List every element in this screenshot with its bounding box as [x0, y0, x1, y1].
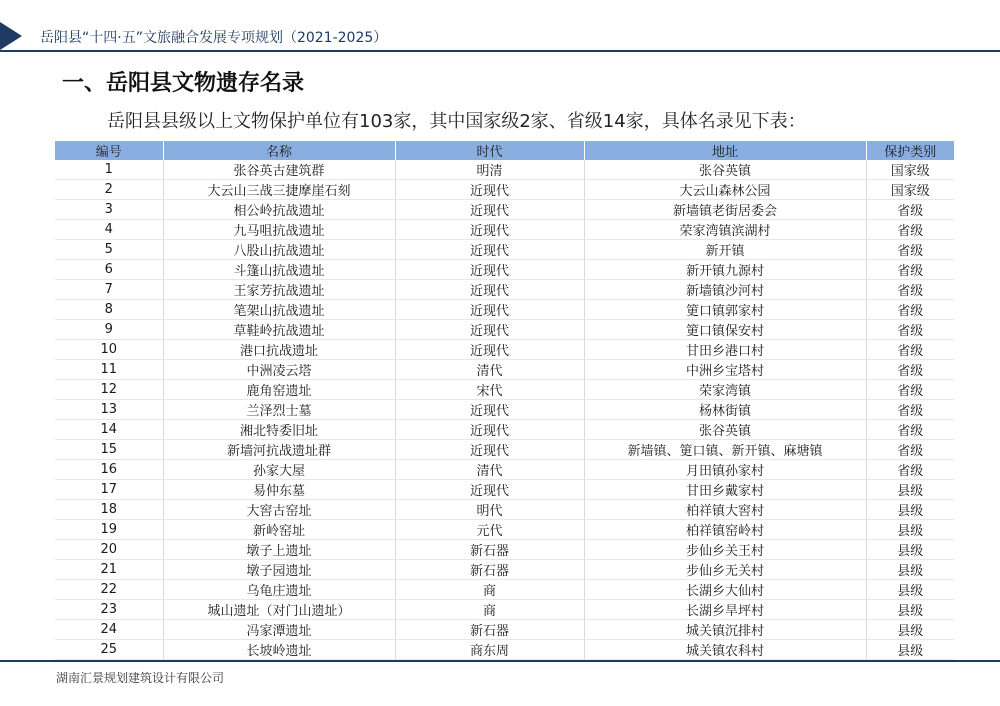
cell-name: 长坡岭遗址: [163, 640, 395, 660]
cell-protection-level: 省级: [866, 360, 954, 380]
header-divider: [0, 50, 1000, 52]
cell-name: 中洲凌云塔: [163, 360, 395, 380]
cell-number: 20: [55, 540, 163, 560]
table-row: [55, 460, 954, 480]
cell-address: 张谷英镇: [584, 160, 866, 180]
table-row: [55, 560, 954, 580]
cell-address: 长湖乡大仙村: [584, 580, 866, 600]
cell-name: 易仲东墓: [163, 480, 395, 500]
table-row: [55, 380, 954, 400]
cell-address: 筻口镇保安村: [584, 320, 866, 340]
cell-address: 城关镇农科村: [584, 640, 866, 660]
footer-divider: [0, 660, 1000, 662]
cell-address: 柏祥镇窑岭村: [584, 520, 866, 540]
cell-name: 乌龟庄遗址: [163, 580, 395, 600]
table-row: [55, 440, 954, 460]
cell-number: 10: [55, 340, 163, 360]
cell-protection-level: 县级: [866, 500, 954, 520]
cell-protection-level: 省级: [866, 460, 954, 480]
cell-protection-level: 省级: [866, 300, 954, 320]
table-row: [55, 360, 954, 380]
cell-name: 斗篷山抗战遗址: [163, 260, 395, 280]
cell-address: 荣家湾镇滨湖村: [584, 220, 866, 240]
cell-era: 近现代: [395, 220, 584, 240]
cell-protection-level: 省级: [866, 200, 954, 220]
column-header-protection-level: 保护类别: [866, 141, 954, 160]
cell-era: 近现代: [395, 260, 584, 280]
cell-name: 相公岭抗战遗址: [163, 200, 395, 220]
cell-era: 新石器: [395, 620, 584, 640]
cell-number: 22: [55, 580, 163, 600]
cell-number: 13: [55, 400, 163, 420]
cell-address: 新开镇九源村: [584, 260, 866, 280]
cell-protection-level: 省级: [866, 400, 954, 420]
cell-number: 14: [55, 420, 163, 440]
table-row: [55, 320, 954, 340]
cell-protection-level: 县级: [866, 480, 954, 500]
cell-era: 近现代: [395, 480, 584, 500]
cell-number: 2: [55, 180, 163, 200]
table-row: [55, 500, 954, 520]
cell-number: 11: [55, 360, 163, 380]
cell-address: 新墙镇老街居委会: [584, 200, 866, 220]
table-row: [55, 340, 954, 360]
table-body: [55, 160, 954, 660]
cell-number: 7: [55, 280, 163, 300]
cell-protection-level: 省级: [866, 340, 954, 360]
cell-name: 孙家大屋: [163, 460, 395, 480]
cell-protection-level: 县级: [866, 560, 954, 580]
cell-name: 大云山三战三捷摩崖石刻: [163, 180, 395, 200]
cell-number: 8: [55, 300, 163, 320]
cell-era: 新石器: [395, 560, 584, 580]
table-row: [55, 420, 954, 440]
cell-number: 23: [55, 600, 163, 620]
table-row: [55, 180, 954, 200]
table-row: [55, 620, 954, 640]
document-title: 岳阳县“十四·五”文旅融合发展专项规划（2021-2025）: [40, 30, 388, 46]
cell-number: 3: [55, 200, 163, 220]
cell-era: 近现代: [395, 300, 584, 320]
cell-name: 兰泽烈士墓: [163, 400, 395, 420]
cell-name: 鹿角窑遗址: [163, 380, 395, 400]
cell-address: 新墙镇、筻口镇、新开镇、麻塘镇: [584, 440, 866, 460]
table-header-row: [55, 141, 954, 160]
cell-era: 近现代: [395, 420, 584, 440]
header-bar: [0, 22, 1000, 50]
cell-address: 步仙乡无关村: [584, 560, 866, 580]
cell-era: 近现代: [395, 180, 584, 200]
table-row: [55, 280, 954, 300]
cell-number: 15: [55, 440, 163, 460]
cell-protection-level: 县级: [866, 540, 954, 560]
cell-name: 新岭窑址: [163, 520, 395, 540]
cell-era: 新石器: [395, 540, 584, 560]
table-row: [55, 260, 954, 280]
cell-address: 中洲乡宝塔村: [584, 360, 866, 380]
cell-protection-level: 县级: [866, 580, 954, 600]
cell-name: 王家芳抗战遗址: [163, 280, 395, 300]
cell-name: 笔架山抗战遗址: [163, 300, 395, 320]
table-row: [55, 300, 954, 320]
cell-name: 新墙河抗战遗址群: [163, 440, 395, 460]
table-row: [55, 580, 954, 600]
cell-address: 新开镇: [584, 240, 866, 260]
table-row: [55, 540, 954, 560]
cell-name: 墩子上遗址: [163, 540, 395, 560]
cell-number: 5: [55, 240, 163, 260]
cell-protection-level: 省级: [866, 320, 954, 340]
cell-era: 元代: [395, 520, 584, 540]
cell-number: 4: [55, 220, 163, 240]
table-row: [55, 200, 954, 220]
table-row: [55, 640, 954, 660]
cell-number: 17: [55, 480, 163, 500]
table-row: [55, 520, 954, 540]
cell-address: 杨林街镇: [584, 400, 866, 420]
cell-number: 6: [55, 260, 163, 280]
cell-name: 草鞋岭抗战遗址: [163, 320, 395, 340]
cell-address: 柏祥镇大窖村: [584, 500, 866, 520]
cell-name: 城山遗址（对门山遗址）: [163, 600, 395, 620]
cell-protection-level: 县级: [866, 620, 954, 640]
cell-era: 近现代: [395, 320, 584, 340]
table-row: [55, 220, 954, 240]
cell-protection-level: 省级: [866, 220, 954, 240]
company-name: 湖南汇景规划建筑设计有限公司: [56, 671, 225, 685]
cell-protection-level: 省级: [866, 420, 954, 440]
cell-address: 荣家湾镇: [584, 380, 866, 400]
cell-name: 港口抗战遗址: [163, 340, 395, 360]
cell-number: 12: [55, 380, 163, 400]
section-title: 一、岳阳县文物遗存名录: [62, 71, 305, 96]
cell-number: 1: [55, 160, 163, 180]
heritage-table: [55, 141, 954, 660]
cell-number: 19: [55, 520, 163, 540]
cell-name: 八股山抗战遗址: [163, 240, 395, 260]
cell-era: 近现代: [395, 400, 584, 420]
column-header-name: 名称: [163, 141, 395, 160]
cell-name: 大窖古窑址: [163, 500, 395, 520]
cell-protection-level: 省级: [866, 440, 954, 460]
table-row: [55, 160, 954, 180]
cell-address: 步仙乡关王村: [584, 540, 866, 560]
cell-era: 明清: [395, 160, 584, 180]
column-header-address: 地址: [584, 141, 866, 160]
cell-era: 清代: [395, 460, 584, 480]
cell-number: 24: [55, 620, 163, 640]
cell-address: 长湖乡旱坪村: [584, 600, 866, 620]
cell-name: 冯家潭遗址: [163, 620, 395, 640]
cell-protection-level: 县级: [866, 520, 954, 540]
cell-era: 商: [395, 600, 584, 620]
cell-address: 甘田乡港口村: [584, 340, 866, 360]
cell-number: 9: [55, 320, 163, 340]
cell-number: 16: [55, 460, 163, 480]
header-triangle-icon: [0, 22, 22, 50]
cell-address: 大云山森林公园: [584, 180, 866, 200]
cell-era: 清代: [395, 360, 584, 380]
cell-protection-level: 省级: [866, 260, 954, 280]
cell-protection-level: 县级: [866, 640, 954, 660]
cell-era: 宋代: [395, 380, 584, 400]
column-header-number: 编号: [55, 141, 163, 160]
cell-address: 城关镇沉排村: [584, 620, 866, 640]
cell-protection-level: 省级: [866, 240, 954, 260]
cell-name: 墩子园遗址: [163, 560, 395, 580]
cell-address: 月田镇孙家村: [584, 460, 866, 480]
intro-paragraph: 岳阳县县级以上文物保护单位有103家，其中国家级2家、省级14家，具体名录见下表：: [107, 111, 806, 132]
cell-era: 近现代: [395, 340, 584, 360]
cell-address: 筻口镇郭家村: [584, 300, 866, 320]
cell-era: 近现代: [395, 240, 584, 260]
cell-protection-level: 国家级: [866, 160, 954, 180]
cell-number: 21: [55, 560, 163, 580]
cell-address: 新墙镇沙河村: [584, 280, 866, 300]
table-row: [55, 480, 954, 500]
cell-era: 近现代: [395, 440, 584, 460]
cell-name: 张谷英古建筑群: [163, 160, 395, 180]
cell-protection-level: 县级: [866, 600, 954, 620]
cell-era: 近现代: [395, 200, 584, 220]
cell-era: 商东周: [395, 640, 584, 660]
cell-era: 明代: [395, 500, 584, 520]
cell-era: 近现代: [395, 280, 584, 300]
table-row: [55, 400, 954, 420]
cell-number: 18: [55, 500, 163, 520]
cell-name: 九马咀抗战遗址: [163, 220, 395, 240]
table-row: [55, 600, 954, 620]
cell-era: 商: [395, 580, 584, 600]
cell-protection-level: 国家级: [866, 180, 954, 200]
table-row: [55, 240, 954, 260]
cell-number: 25: [55, 640, 163, 660]
cell-address: 甘田乡戴家村: [584, 480, 866, 500]
column-header-era: 时代: [395, 141, 584, 160]
cell-name: 湘北特委旧址: [163, 420, 395, 440]
cell-address: 张谷英镇: [584, 420, 866, 440]
cell-protection-level: 省级: [866, 280, 954, 300]
cell-protection-level: 省级: [866, 380, 954, 400]
